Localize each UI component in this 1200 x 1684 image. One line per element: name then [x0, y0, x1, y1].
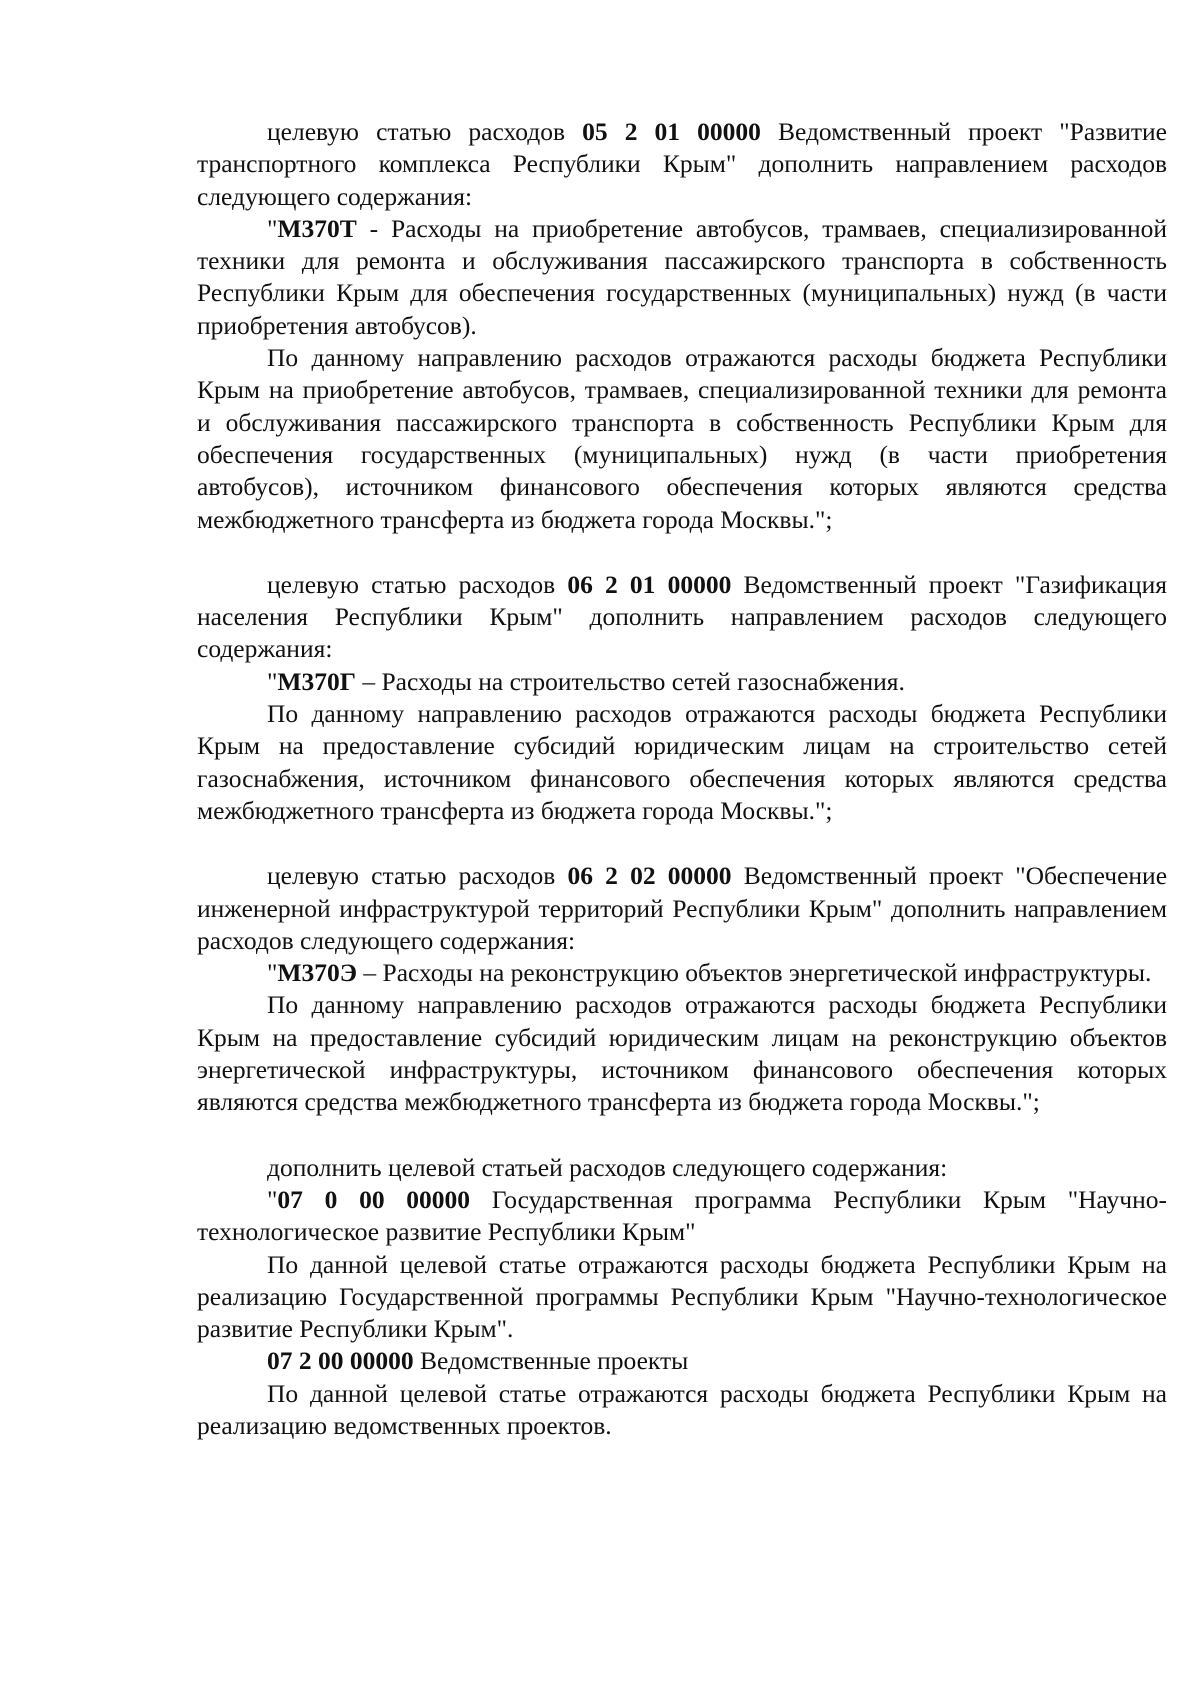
budget-code: 06 2 01 00000 — [567, 569, 732, 599]
paragraph: "М370Э – Расходы на реконструкцию объектов энергетической инфраструктуры. — [267, 958, 1152, 988]
section-05-2-01 — [197, 116, 1167, 536]
paragraph: "М370Т - Расходы на приобретение автобусов, трамваев, специализированной техники для ремонта и обслуживания пассажирского транспорта в собственность Республики Крым для обеспечения государственных (муниципальных) нужд (в части приобретения автобусов). — [197, 213, 1167, 340]
spacer — [197, 827, 1167, 860]
section-07 — [197, 1152, 1167, 1443]
budget-code: 07 0 00 00000 — [277, 1184, 471, 1214]
paragraph: По данной целевой статье отражаются расходы бюджета Республики Крым на реализацию Государственной программы Республики Крым "Научно-технологическое развитие Республики Крым". — [197, 1249, 1167, 1344]
paragraph: "М370Г – Расходы на строительство сетей газоснабжения. — [267, 666, 905, 696]
budget-code: 06 2 02 00000 — [567, 861, 732, 891]
paragraph: целевую статью расходов 05 2 01 00000 Ведомственный проект "Развитие транспортного комплекса Республики Крым" дополнить направлением расходов следующего содержания: — [197, 117, 1167, 211]
paragraph: целевую статью расходов 06 2 01 00000 Ведомственный проект "Газификация населения Республики Крым" дополнить направлением расходов следующего содержания: — [197, 569, 1167, 664]
paragraph: "07 0 00 00000 Государственная программа Республики Крым "Научно-технологическое развитие Республики Крым" — [197, 1184, 1167, 1247]
document-page — [197, 116, 1167, 1442]
expense-direction-code: М370Т — [277, 213, 357, 243]
paragraph: По данной целевой статье отражаются расходы бюджета Республики Крым на реализацию ведомственных проектов. — [197, 1378, 1167, 1440]
paragraph: дополнить целевой статьей расходов следующего содержания: — [267, 1152, 948, 1182]
expense-direction-code: М370Э — [277, 958, 358, 988]
spacer — [197, 536, 1167, 569]
paragraph: целевую статью расходов 06 2 02 00000 Ведомственный проект "Обеспечение инженерной инфраструктурой территорий Республики Крым" дополнить направлением расходов следующего содержания: — [197, 861, 1168, 955]
budget-code: 07 2 00 00000 — [267, 1346, 414, 1376]
spacer — [197, 1119, 1167, 1152]
section-06-2-01 — [197, 569, 1167, 827]
paragraph: 07 2 00 00000 Ведомственные проекты — [267, 1346, 689, 1376]
paragraph: По данному направлению расходов отражаются расходы бюджета Республики Крым на предоставление субсидий юридическим лицам на строительство сетей газоснабжения, источником финансового обеспечения которых являются средства межбюджетного трансферта из бюджета города Москвы."; — [197, 699, 1167, 825]
section-06-2-02 — [197, 860, 1167, 1118]
paragraph: По данному направлению расходов отражаются расходы бюджета Республики Крым на предоставление субсидий юридическим лицам на реконструкцию объектов энергетической инфраструктуры, источником финансового обеспечения которых являются средства межбюджетного трансферта из бюджета города Москвы."; — [197, 990, 1167, 1117]
budget-code: 05 2 01 00000 — [582, 117, 761, 146]
paragraph: По данному направлению расходов отражаются расходы бюджета Республики Крым на приобретение автобусов, трамваев, специализированной техники для ремонта и обслуживания пассажирского транспорта в собственность Республики Крым для обеспечения государственных (муниципальных) нужд (в части приобретения автобусов), источником финансового обеспечения которых являются средства межбюджетного трансферта из бюджета города Москвы."; — [197, 343, 1167, 534]
expense-direction-code: М370Г — [277, 666, 356, 696]
